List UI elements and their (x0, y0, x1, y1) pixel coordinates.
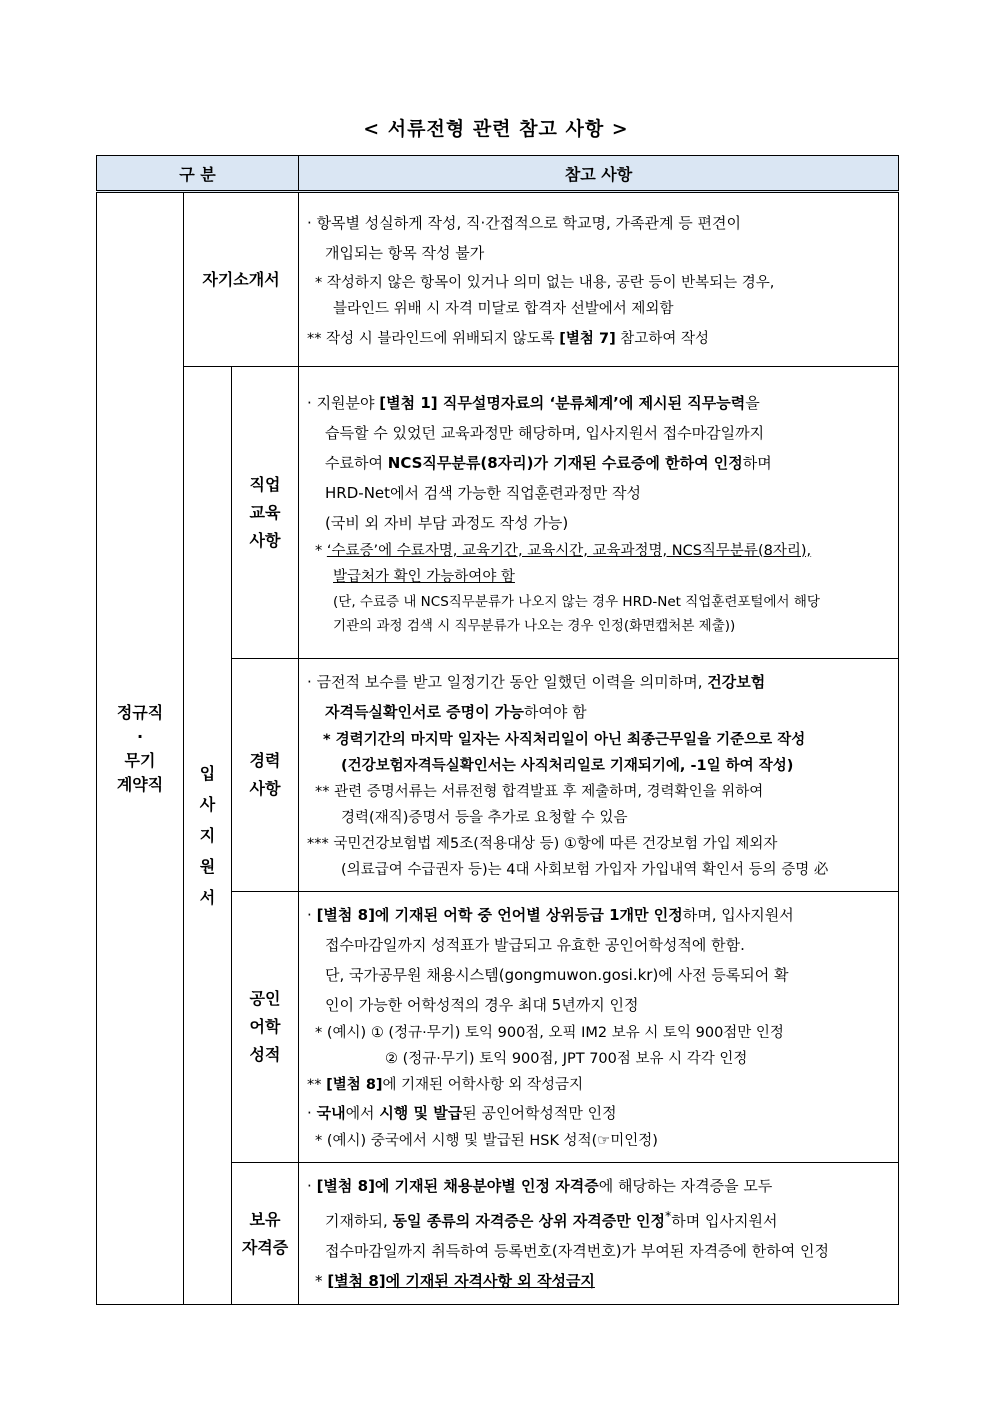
appendix-ref: [별첨 8] (326, 1077, 383, 1093)
career-notes (299, 659, 899, 892)
text: 에 해당하는 자격증을 모두 (598, 1177, 773, 1195)
header-row (97, 156, 899, 192)
label-line: 직업 (249, 474, 281, 494)
career-label (232, 659, 299, 892)
employment-type-dot: · (136, 726, 144, 746)
certificate-line: 접수마감일까지 취득하여 등록번호(자격번호)가 부여된 자격증에 한하여 인정 (325, 1242, 830, 1260)
label-line: 사항 (249, 779, 281, 798)
text: 하며 입사지원서 (671, 1212, 778, 1230)
education-line: HRD-Net에서 검색 가능한 직업훈련과정만 작성 (325, 483, 641, 502)
career-line (307, 667, 891, 697)
self-intro-note: * 작성하지 않은 항목이 있거나 의미 없는 내용, 공란 등이 반복되는 경우, (315, 274, 775, 291)
education-note: 기관의 과정 검색 시 직무분류가 나오는 경우 인정(화면캡처본 제출)) (333, 617, 736, 634)
language-line: 접수마감일까지 성적표가 발급되고 유효한 공인어학성적에 한함. (325, 936, 745, 954)
label-line: 성적 (249, 1045, 281, 1064)
appendix-ref: [별첨 7] (559, 330, 616, 347)
employment-type-cell (97, 192, 184, 1305)
text: 기재하되, (325, 1212, 393, 1230)
education-note: * ‘수료증’에 수료자명, 교육기간, 교육시간, 교육과정명, NCS직무분류(8자리), (315, 542, 812, 559)
emphasis: [별첨 8]에 기재된 채용분야별 인정 자격증 (316, 1177, 599, 1195)
employment-type-label-2: 무기 (124, 750, 156, 770)
reference-table (96, 155, 899, 1305)
career-note: (의료급여 수급권자 등)는 4대 사회보험 가입자 가입내역 확인서 등의 증명 必 (341, 862, 829, 878)
note-text: ** 작성 시 블라인드에 위배되지 않도록 (307, 330, 560, 347)
text: * (315, 1272, 328, 1290)
emphasis: 시행 및 발급 (379, 1104, 463, 1122)
label-line: 공인 (249, 989, 281, 1008)
application-form-char: 지 (199, 826, 216, 845)
language-label (232, 892, 299, 1163)
text: · 금전적 보수를 받고 일정기간 동안 일했던 이력을 의미하며, (307, 673, 708, 691)
language-line (307, 900, 891, 930)
label-line: 어학 (249, 1017, 281, 1036)
language-line: 단, 국가공무원 채용시스템(gongmuwon.gosi.kr)에 사전 등록되어 확 (325, 966, 789, 984)
label-line: 자격증 (241, 1237, 289, 1257)
education-line: (국비 외 자비 부담 과정도 작성 가능) (325, 513, 569, 532)
education-line (307, 388, 891, 418)
underlined-text: ‘수료증’에 수료자명, 교육기간, 교육시간, 교육과정명, NCS직무분류(8자리), (326, 542, 812, 559)
career-note: * 경력기간의 마지막 일자는 사직처리일이 아닌 최종근무일을 기준으로 작성 (323, 732, 806, 748)
row-self-intro (97, 192, 899, 367)
row-education (97, 367, 899, 659)
emphasis: 건강보험 (707, 673, 766, 691)
certificate-notes (299, 1163, 899, 1305)
career-note: (건강보험자격득실확인서는 사직처리일로 기재되기에, -1일 하여 작성) (341, 758, 794, 774)
self-intro-note (307, 326, 891, 352)
text: · 지원분야 (307, 393, 380, 412)
header-category: 구 분 (97, 156, 299, 192)
language-notes (299, 892, 899, 1163)
underlined-text: 발급처가 확인 가능하여야 함 (333, 568, 515, 585)
self-intro-line: 개입되는 항목 작성 불가 (325, 243, 485, 262)
footnote-mark: * (664, 1208, 672, 1223)
language-line: 인이 가능한 어학성적의 경우 최대 5년까지 인정 (325, 996, 639, 1014)
label-line: 교육 (249, 502, 281, 522)
certificate-label (232, 1163, 299, 1305)
language-example: * (예시) ① (정규·무기) 토익 900점, 오픽 IM2 보유 시 토익 900점만 인정 (315, 1025, 784, 1041)
emphasis: [별첨 1] 직무설명자료의 ‘분류체계’에 제시된 직무능력 (379, 393, 746, 412)
application-form-cell (184, 367, 232, 1305)
career-note: ** 관련 증명서류는 서류전형 합격발표 후 제출하며, 경력확인을 위하여 (315, 784, 764, 800)
career-note: *** 국민건강보험법 제5조(적용대상 등) ①항에 따른 건강보험 가입 제외자 (307, 836, 778, 852)
certificate-line (307, 1201, 891, 1236)
header-notes: 참고 사항 (299, 156, 899, 192)
application-form-char: 서 (199, 888, 216, 907)
page-title: < 서류전형 관련 참고 사항 > (363, 118, 629, 140)
emphasis: 국내 (316, 1104, 346, 1122)
application-form-char: 원 (199, 857, 216, 876)
education-note: (단, 수료증 내 NCS직무분류가 나오지 않는 경우 HRD-Net 직업훈련포털에서 해당 (333, 593, 820, 610)
emphasis: 동일 종류의 자격증은 상위 자격증만 인정 (392, 1212, 665, 1230)
label-line: 사항 (249, 530, 281, 550)
text: 수료하여 (325, 453, 388, 472)
emphasis: [별첨 8]에 기재된 자격사항 외 작성금지 (327, 1272, 595, 1290)
text: 된 공인어학성적만 인정 (462, 1104, 617, 1122)
text: ** (307, 1077, 327, 1093)
education-note (307, 564, 891, 590)
application-form-char: 입 (199, 764, 216, 783)
certificate-line (307, 1171, 891, 1201)
label-line: 보유 (249, 1209, 281, 1229)
education-notes (299, 367, 899, 659)
language-example: ② (정규·무기) 토익 900점, JPT 700점 보유 시 각각 인정 (385, 1051, 748, 1067)
text: 에 기재된 어학사항 외 작성금지 (382, 1077, 584, 1093)
self-intro-note: 블라인드 위배 시 자격 미달로 합격자 선발에서 제외함 (333, 300, 674, 317)
application-form-char: 사 (199, 795, 216, 814)
text: 하여야 함 (523, 703, 587, 721)
self-intro-notes (299, 192, 899, 367)
emphasis: [별첨 8]에 기재된 어학 중 언어별 상위등급 1개만 인정 (316, 906, 683, 924)
self-intro-line: · 항목별 성실하게 작성, 직·간접적으로 학교명, 가족관계 등 편견이 (307, 213, 741, 232)
text: · (307, 1177, 317, 1195)
employment-type-label-3: 계약직 (116, 774, 164, 794)
note-text: 참고하여 작성 (615, 330, 709, 347)
language-note (307, 1072, 891, 1098)
language-example: * (예시) 중국에서 시행 및 발급된 HSK 성적(☞미인정) (315, 1133, 658, 1149)
text: 하며, 입사지원서 (682, 906, 794, 924)
career-line (307, 697, 891, 727)
education-line: 습득할 수 있었던 교육과정만 해당하며, 입사지원서 접수마감일까지 (325, 423, 765, 442)
certificate-note (307, 1266, 891, 1296)
text: · (307, 1104, 317, 1122)
label-line: 경력 (249, 751, 281, 770)
text: · (307, 906, 317, 924)
education-line (307, 448, 891, 478)
text: 을 (745, 393, 760, 412)
emphasis: NCS직무분류(8자리)가 기재된 수료증에 한하여 인정 (387, 453, 743, 472)
language-line (307, 1098, 891, 1128)
self-intro-label: 자기소개서 (184, 192, 299, 367)
education-label (232, 367, 299, 659)
text: 하며 (742, 453, 772, 472)
text: 에서 (345, 1104, 380, 1122)
employment-type-label-1: 정규직 (116, 702, 164, 722)
emphasis: 자격득실확인서로 증명이 가능 (325, 703, 524, 721)
career-note: 경력(재직)증명서 등을 추가로 요청할 수 있음 (341, 810, 628, 826)
